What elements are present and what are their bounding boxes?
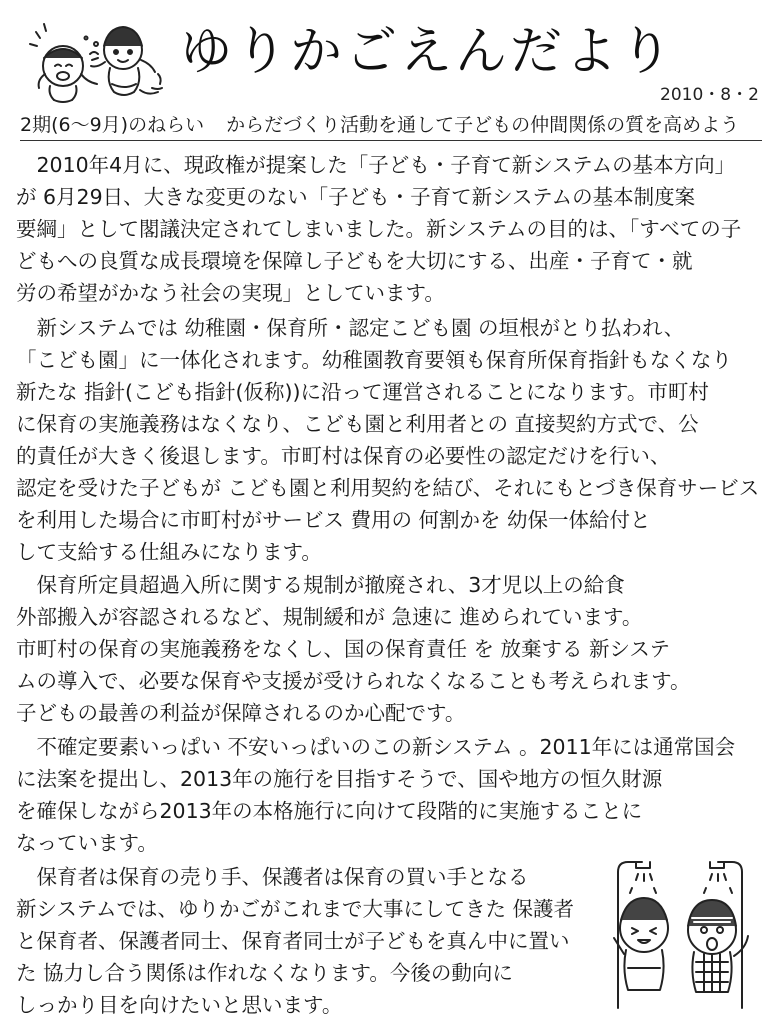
article-line: 要綱」として閣議決定されてしまいました。新システムの目的は、「すべての子 [16, 217, 742, 241]
term-goal [20, 110, 762, 141]
article-line: 子どもの最善の利益が保障されるのか心配です。 [16, 701, 466, 725]
article-line: に保育の実施義務はなくなり、こども園と利用者との 直接契約方式で、公 [16, 412, 699, 436]
article-line: 新システムでは、ゆりかごがこれまで大事にしてきた 保護者 [16, 897, 574, 921]
article-line: 新システムでは 幼稚園・保育所・認定こども園 の垣根がとり払われ、 [16, 316, 685, 340]
term-goal-label: 2期(6〜9月)のねらい [20, 114, 205, 136]
issue-date: 2010・8・2 [660, 85, 759, 105]
article-line: しっかり目を向けたいと思います。 [16, 993, 343, 1017]
article-line: して支給する仕組みになります。 [16, 540, 322, 564]
article-line: を利用した場合に市町村がサービス 費用の 何割かを 幼保一体給付と [16, 508, 651, 532]
article-line: ムの導入で、必要な保育や支援が受けられなくなることも考えられます。 [16, 669, 691, 693]
article-line: なっています。 [16, 831, 158, 855]
children-playing-water-icon [28, 14, 168, 106]
page-title: ゆりかごえんだより [180, 22, 676, 82]
article-line: 外部搬入が容認されるなど、規制緩和が 急速に 進められています。 [16, 605, 643, 629]
article-line: 労の希望がかなう社会の実現」としています。 [16, 281, 445, 305]
article-line: を確保しながら2013年の本格施行に向けて段階的に実施することに [16, 799, 643, 823]
article-line: 保育所定員超過入所に関する規制が撤廃され、3才児以上の給食 [16, 573, 625, 597]
article-line: 不確定要素いっぱい 不安いっぱいのこの新システム 。2011年には通常国会 [16, 735, 736, 759]
children-shower-icon [596, 858, 764, 1016]
article-line: 認定を受けた子どもが こども園と利用契約を結び、それにもとづき保育サービス [16, 476, 760, 500]
article-line: 2010年4月に、現政権が提案した「子ども・子育て新システムの基本方向」 [16, 153, 736, 177]
article-line: が 6月29日、大きな変更のない「子ども・子育て新システムの基本制度案 [16, 185, 696, 209]
article-line: に法案を提出し、2013年の施行を目指すそうで、国や地方の恒久財源 [16, 767, 663, 791]
article-line: 「こども園」に一体化されます。幼稚園教育要領も保育所保育指針もなくなり [16, 348, 732, 372]
term-goal-theme: からだづくり活動を通して子どもの仲間関係の質を高めよう [226, 114, 740, 136]
article-line: 市町村の保育の実施義務をなくし、国の保育責任 を 放棄する 新システ [16, 637, 671, 661]
article-line: 新たな 指針(こども指針(仮称))に沿って運営されることになります。市町村 [16, 380, 709, 404]
article-line: と保育者、保護者同士、保育者同士が子どもを真ん中に置い [16, 929, 570, 953]
article-line: どもへの良質な成長環境を保障し子どもを大切にする、出産・子育て・就 [16, 249, 693, 273]
article-line: た 協力し合う関係は作れなくなります。今後の動向に [16, 961, 513, 985]
article-line: 保育者は保育の売り手、保護者は保育の買い手となる [16, 865, 529, 889]
article-line: 的責任が大きく後退します。市町村は保育の必要性の認定だけを行い、 [16, 444, 671, 468]
